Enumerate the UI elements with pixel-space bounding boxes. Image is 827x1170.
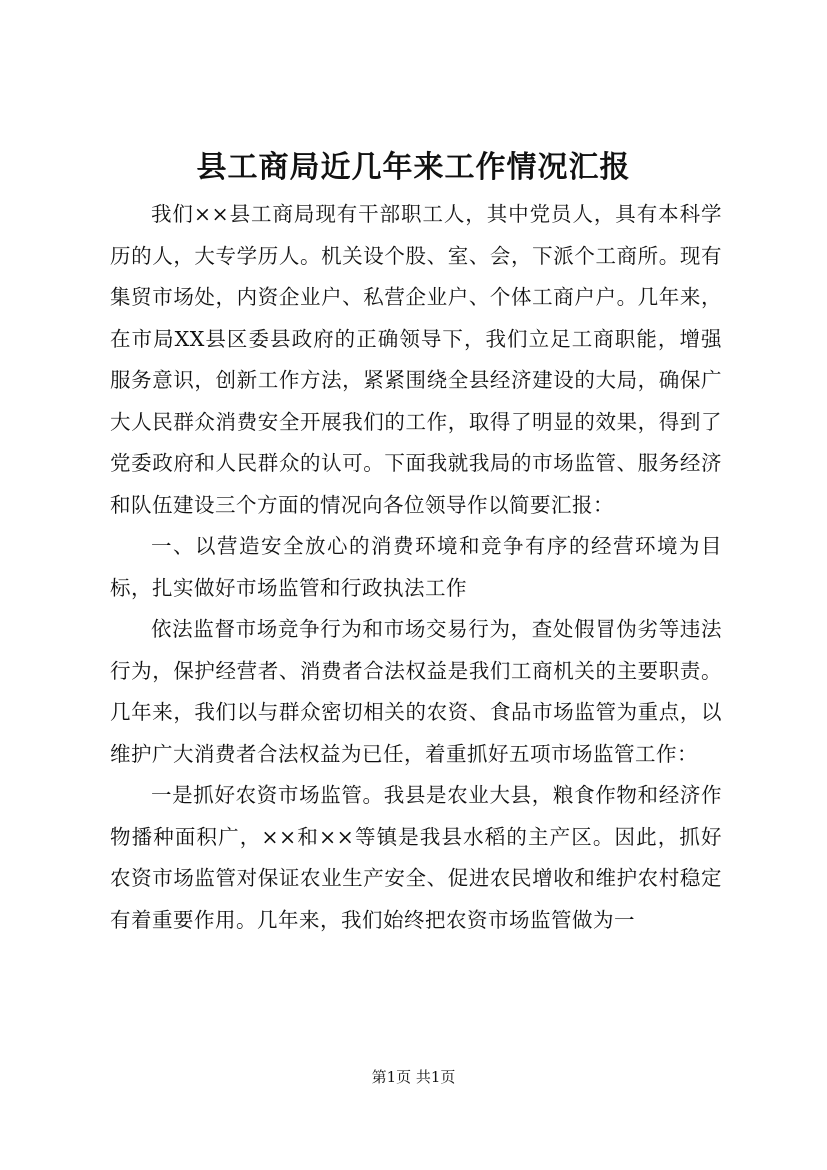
document-body (110, 194, 722, 941)
paragraph-section-heading: 一、以营造安全放心的消费环境和竞争有序的经营环境为目标，扎实做好市场监管和行政执法工作 (110, 534, 722, 600)
paragraph-agri-market: 一是抓好农资市场监管。我县是农业大县，粮食作物和经济作物播种面积广，××和××等镇是我县水稻的主产区。因此，抓好农资市场监管对保证农业生产安全、促进农民增收和维护农村稳定有着重要作用。几年来，我们始终把农资市场监管做为一 (110, 783, 722, 932)
document-title: 县工商局近几年来工作情况汇报 (196, 150, 631, 185)
page-footer: 第1页 共1页 (371, 1068, 456, 1086)
paragraph-intro: 我们××县工商局现有干部职工人，其中党员人，具有本科学历的人，大专学历人。机关设个股、室、会，下派个工商所。现有集贸市场处，内资企业户、私营企业户、个体工商户户。几年来，在市局XX县区委县政府的正确领导下，我们立足工商职能，增强服务意识，创新工作方法，紧紧围绕全县经济建设的大局，确保广大人民群众消费安全开展我们的工作，取得了明显的效果，得到了党委政府和人民群众的认可。下面我就我局的市场监管、服务经济和队伍建设三个方面的情况向各位领导作以简要汇报： (110, 202, 722, 517)
paragraph-supervision: 依法监督市场竞争行为和市场交易行为，查处假冒伪劣等违法行为，保护经营者、消费者合法权益是我们工商机关的主要职责。几年来，我们以与群众密切相关的农资、食品市场监管为重点，以维护广大消费者合法权益为已任，着重抓好五项市场监管工作： (110, 617, 722, 766)
